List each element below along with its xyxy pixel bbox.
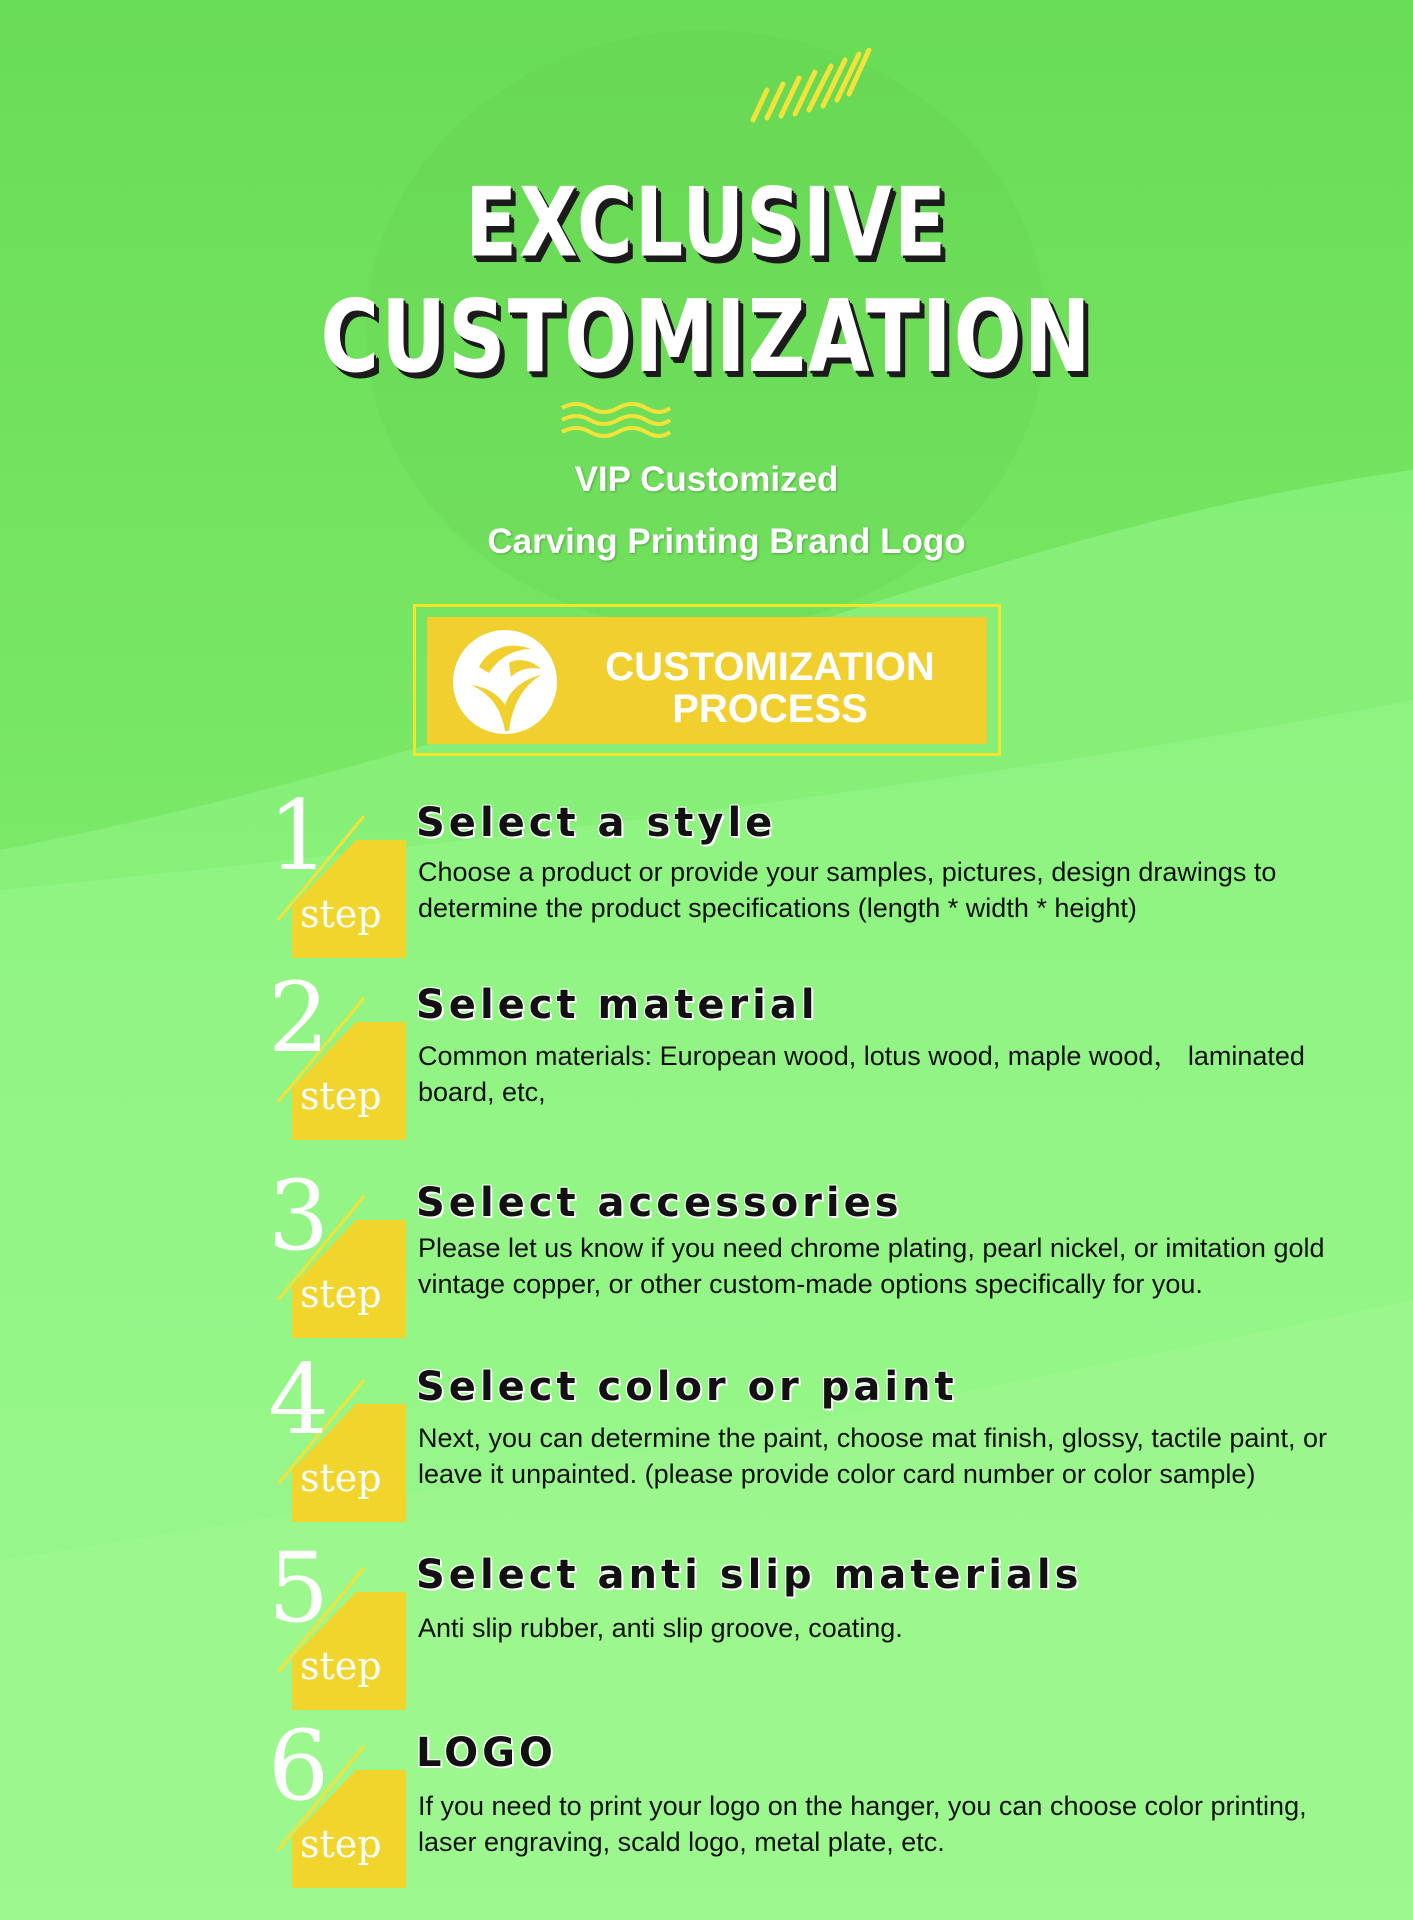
process-badge-label [570, 646, 970, 730]
page-title-line2: CUSTOMIZATION [320, 278, 1093, 395]
step-6 [0, 1710, 1413, 1900]
subtitle-line1: VIP Customized [574, 460, 839, 499]
step-word: step [300, 1822, 382, 1866]
step-word: step [300, 1074, 382, 1118]
step-description: Anti slip rubber, anti slip groove, coating. [418, 1613, 903, 1643]
step-title: Select color or paint [416, 1364, 958, 1410]
wave-lines-icon [560, 400, 672, 440]
step-title: Select accessories [416, 1180, 903, 1226]
tree-emblem-icon [449, 627, 561, 737]
step-number: 3 [268, 1160, 330, 1272]
step-word: step [300, 892, 382, 936]
process-badge-label-line2: PROCESS [672, 687, 868, 731]
step-number: 2 [268, 962, 330, 1074]
subtitle-line2: Carving Printing Brand Logo [487, 522, 966, 561]
step-description: Please let us know if you need chrome plating, pearl nickel, or imitation gold vintage copper, or other custom-made options specifically for you. [418, 1233, 1325, 1299]
step-title: Select material [416, 982, 819, 1028]
step-description: Common materials: European wood, lotus wood, maple wood， laminated board, etc, [418, 1041, 1305, 1107]
step-description: Next, you can determine the paint, choose mat finish, glossy, tactile paint, or leave it unpainted. (please provide color card number or color sample) [418, 1423, 1327, 1489]
step-title: Select a style [416, 800, 777, 846]
step-title: LOGO [416, 1730, 557, 1776]
step-3 [0, 1160, 1413, 1350]
step-description: Choose a product or provide your samples, pictures, design drawings to determine the product specifications (length * width * height) [418, 857, 1277, 923]
step-4 [0, 1344, 1413, 1534]
step-5 [0, 1532, 1413, 1722]
step-number: 1 [268, 780, 330, 892]
page-title-line1: EXCLUSIVE [465, 166, 948, 279]
step-word: step [300, 1272, 382, 1316]
step-title: Select anti slip materials [416, 1552, 1083, 1598]
step-2 [0, 962, 1413, 1152]
step-number: 5 [268, 1532, 330, 1644]
step-word: step [300, 1456, 382, 1500]
step-number: 4 [268, 1344, 330, 1456]
step-number: 6 [268, 1710, 330, 1822]
step-description: If you need to print your logo on the hanger, you can choose color printing, laser engraving, scald logo, metal plate, etc. [418, 1791, 1307, 1857]
hatch-lines-icon [745, 48, 875, 128]
step-word: step [300, 1644, 382, 1688]
process-badge-label-line1: CUSTOMIZATION [605, 645, 935, 689]
step-1 [0, 780, 1413, 970]
